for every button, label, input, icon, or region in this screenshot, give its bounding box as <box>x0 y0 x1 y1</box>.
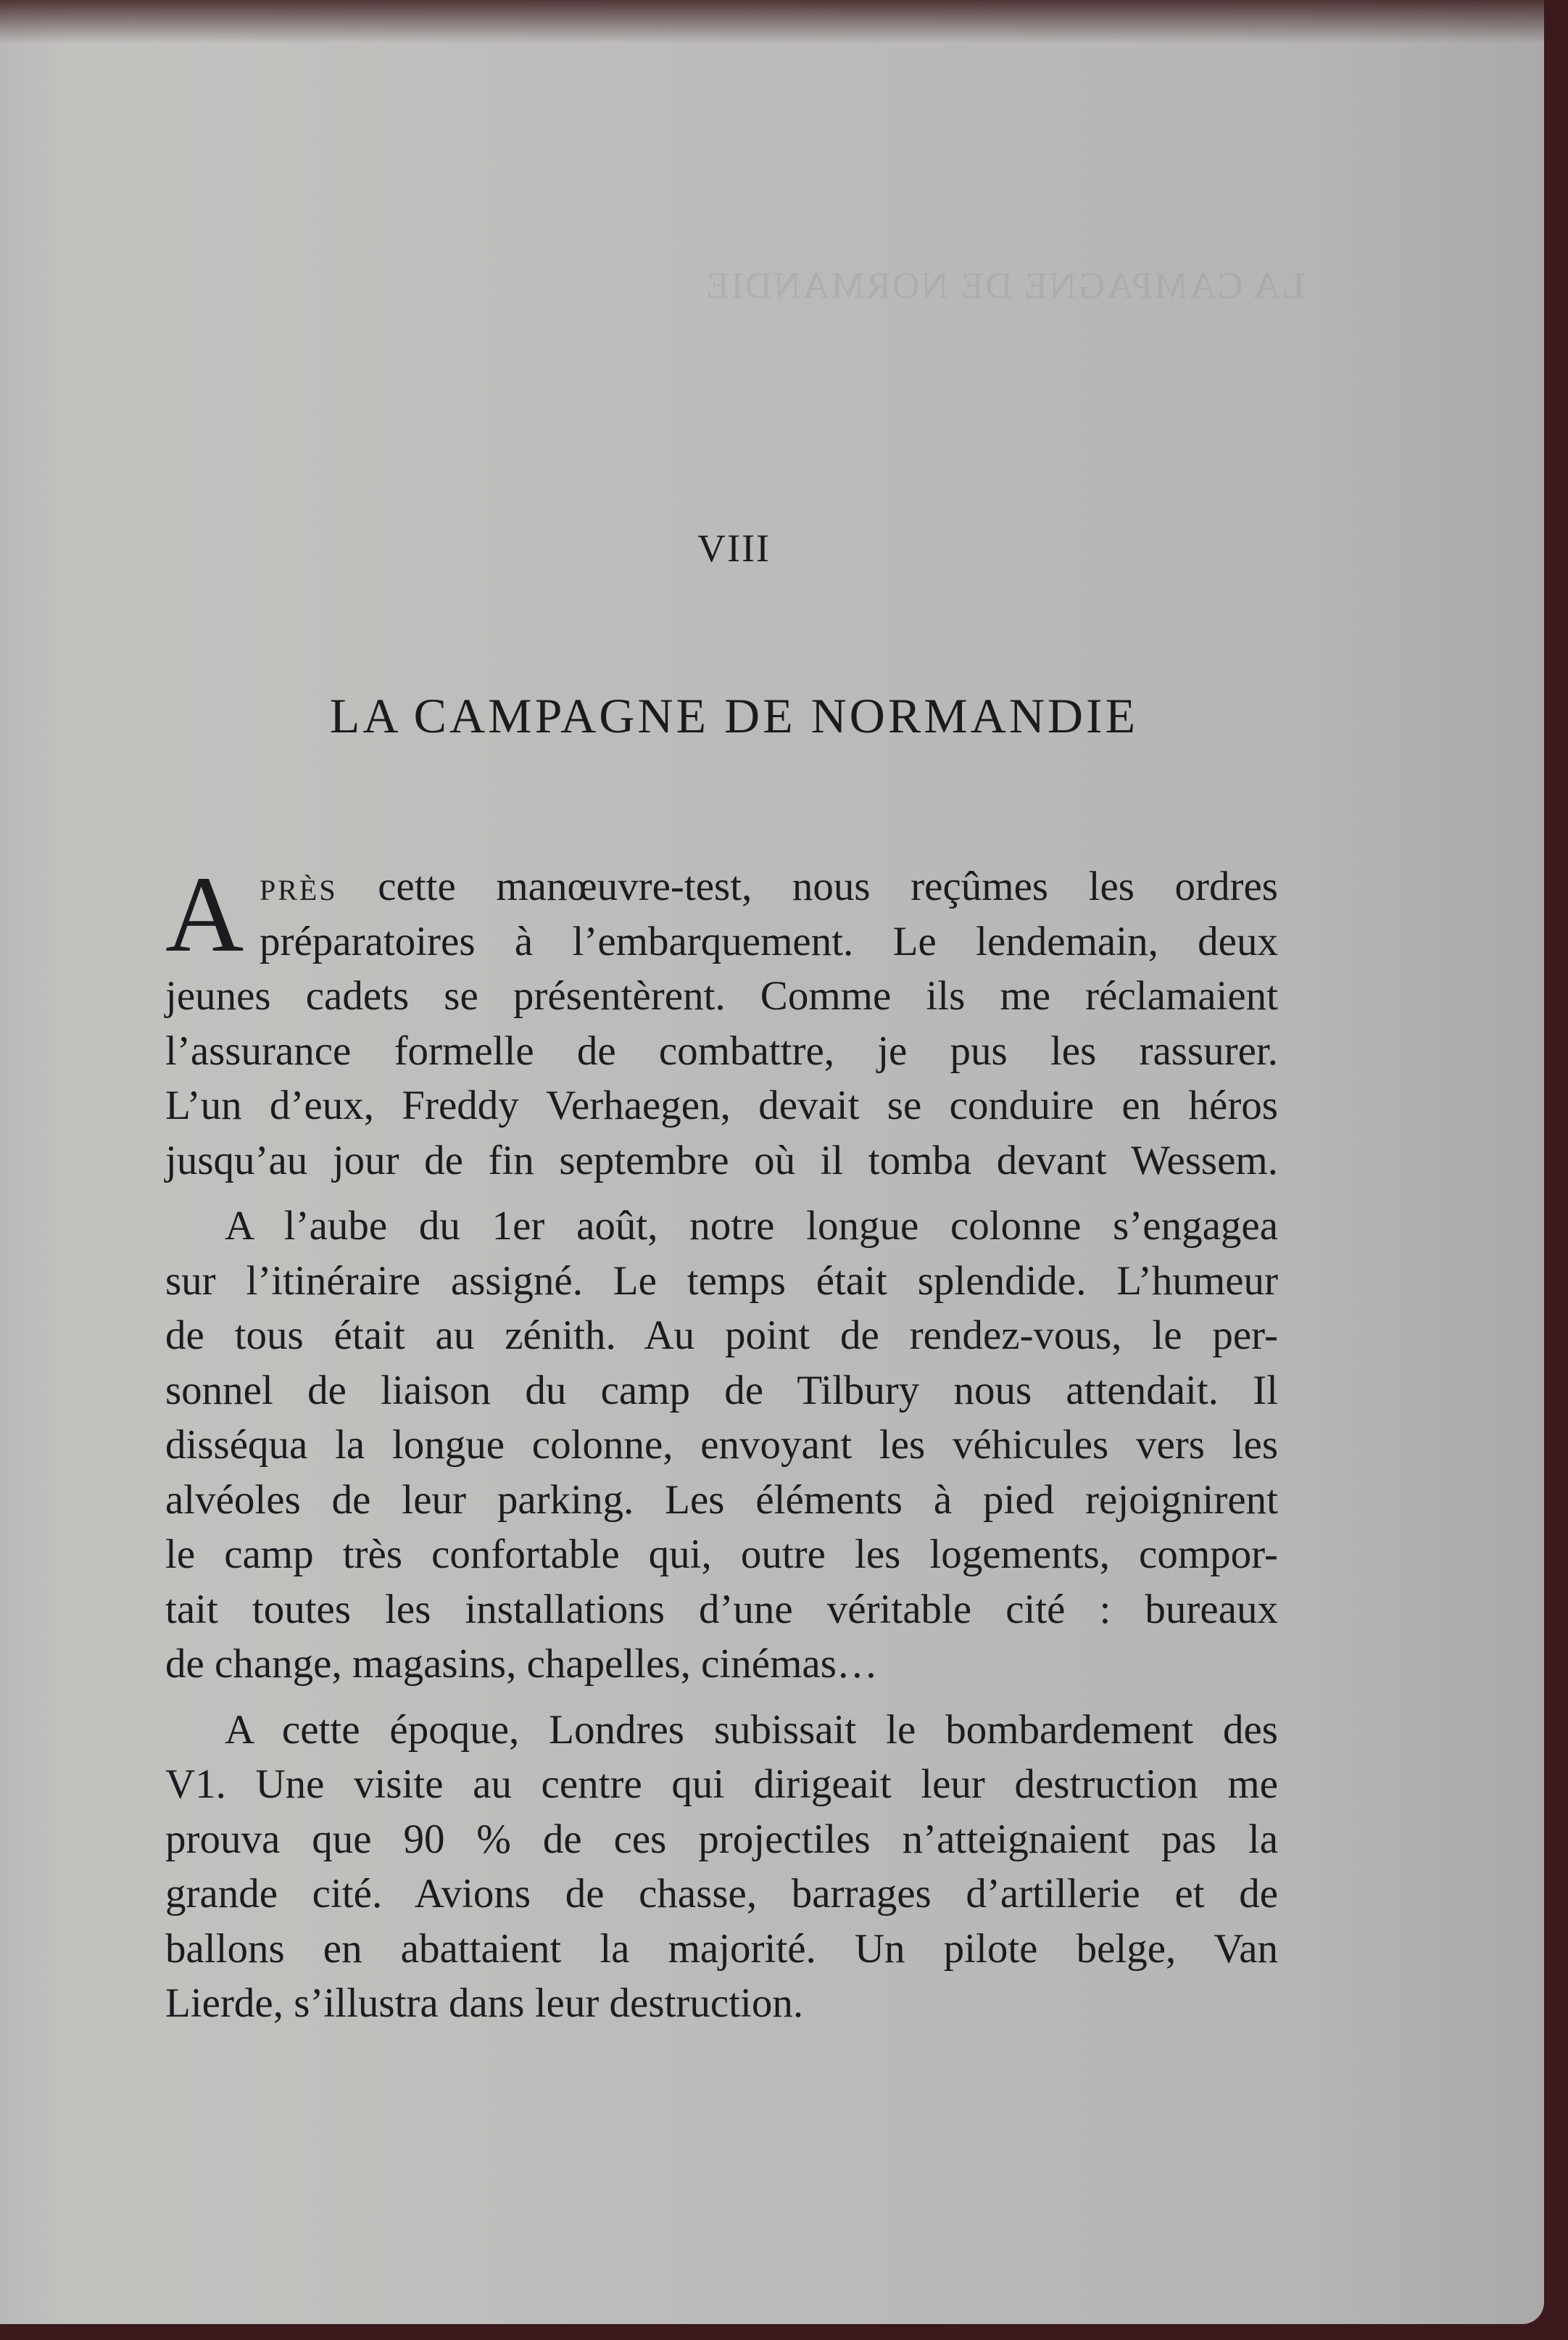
text-line: disséqua la longue colonne, envoyant les véhicules vers les <box>165 1422 1278 1468</box>
page-edge-shadow <box>0 0 1544 44</box>
drop-cap: A <box>165 854 244 975</box>
text-line: l’assurance formelle de combattre, je pus les rassurer. <box>165 1028 1278 1074</box>
text-line: Lierde, s’illustra dans leur destruction. <box>165 1980 804 2026</box>
text-line: jusqu’au jour de fin septembre où il tomba devant Wessem. <box>165 1137 1278 1183</box>
text-line: jeunes cadets se présentèrent. Comme ils me réclamaient <box>165 973 1278 1019</box>
text-line: de tous était au zénith. Au point de rendez-vous, le per- <box>165 1312 1278 1358</box>
text-line: le camp très confortable qui, outre les logements, compor- <box>165 1531 1278 1577</box>
text-line: L’un d’eux, Freddy Verhaegen, devait se conduire en héros <box>165 1083 1278 1128</box>
paragraph-3 <box>165 1703 1278 2031</box>
text-line: A l’aube du 1er août, notre longue colonne s’engagea <box>225 1203 1278 1249</box>
text-line: grande cité. Avions de chasse, barrages d’artillerie et de <box>165 1871 1278 1917</box>
text-line: sur l’itinéraire assigné. Le temps était splendide. L’humeur <box>165 1257 1278 1304</box>
text-line: tait toutes les installations d’une véritable cité : bureaux <box>165 1586 1278 1632</box>
text-line: de change, magasins, chapelles, cinémas… <box>165 1641 878 1687</box>
text-line: V1. Une visite au centre qui dirigeait leur destruction me <box>165 1761 1278 1807</box>
text-line: ballons en abattaient la majorité. Un pilote belge, Van <box>165 1925 1278 1972</box>
chapter-title: LA CAMPAGNE DE NORMANDIE <box>329 688 1139 743</box>
text-line <box>165 859 1278 914</box>
text-line: A cette époque, Londres subissait le bombardement des <box>225 1706 1278 1753</box>
text-line: préparatoires à l’embarquement. Le lendemain, deux <box>260 918 1278 964</box>
show-through-header: LA CAMPAGNE DE NORMANDIE <box>705 265 1305 307</box>
body-text <box>165 854 1278 2031</box>
paragraph-1 <box>165 854 1278 1188</box>
text-line: sonnel de liaison du camp de Tilbury nous attendait. Il <box>165 1367 1278 1413</box>
text-line: prouva que 90 % de ces projectiles n’atteignaient pas la <box>165 1816 1278 1862</box>
line-text: cette manœuvre-test, nous reçûmes les ordres <box>337 864 1278 909</box>
lead-smallcaps: PRÈS <box>260 874 338 906</box>
chapter-number: VIII <box>697 526 771 570</box>
paragraph-2 <box>165 1199 1278 1692</box>
text-line: alvéoles de leur parking. Les éléments à pied rejoignirent <box>165 1476 1278 1523</box>
